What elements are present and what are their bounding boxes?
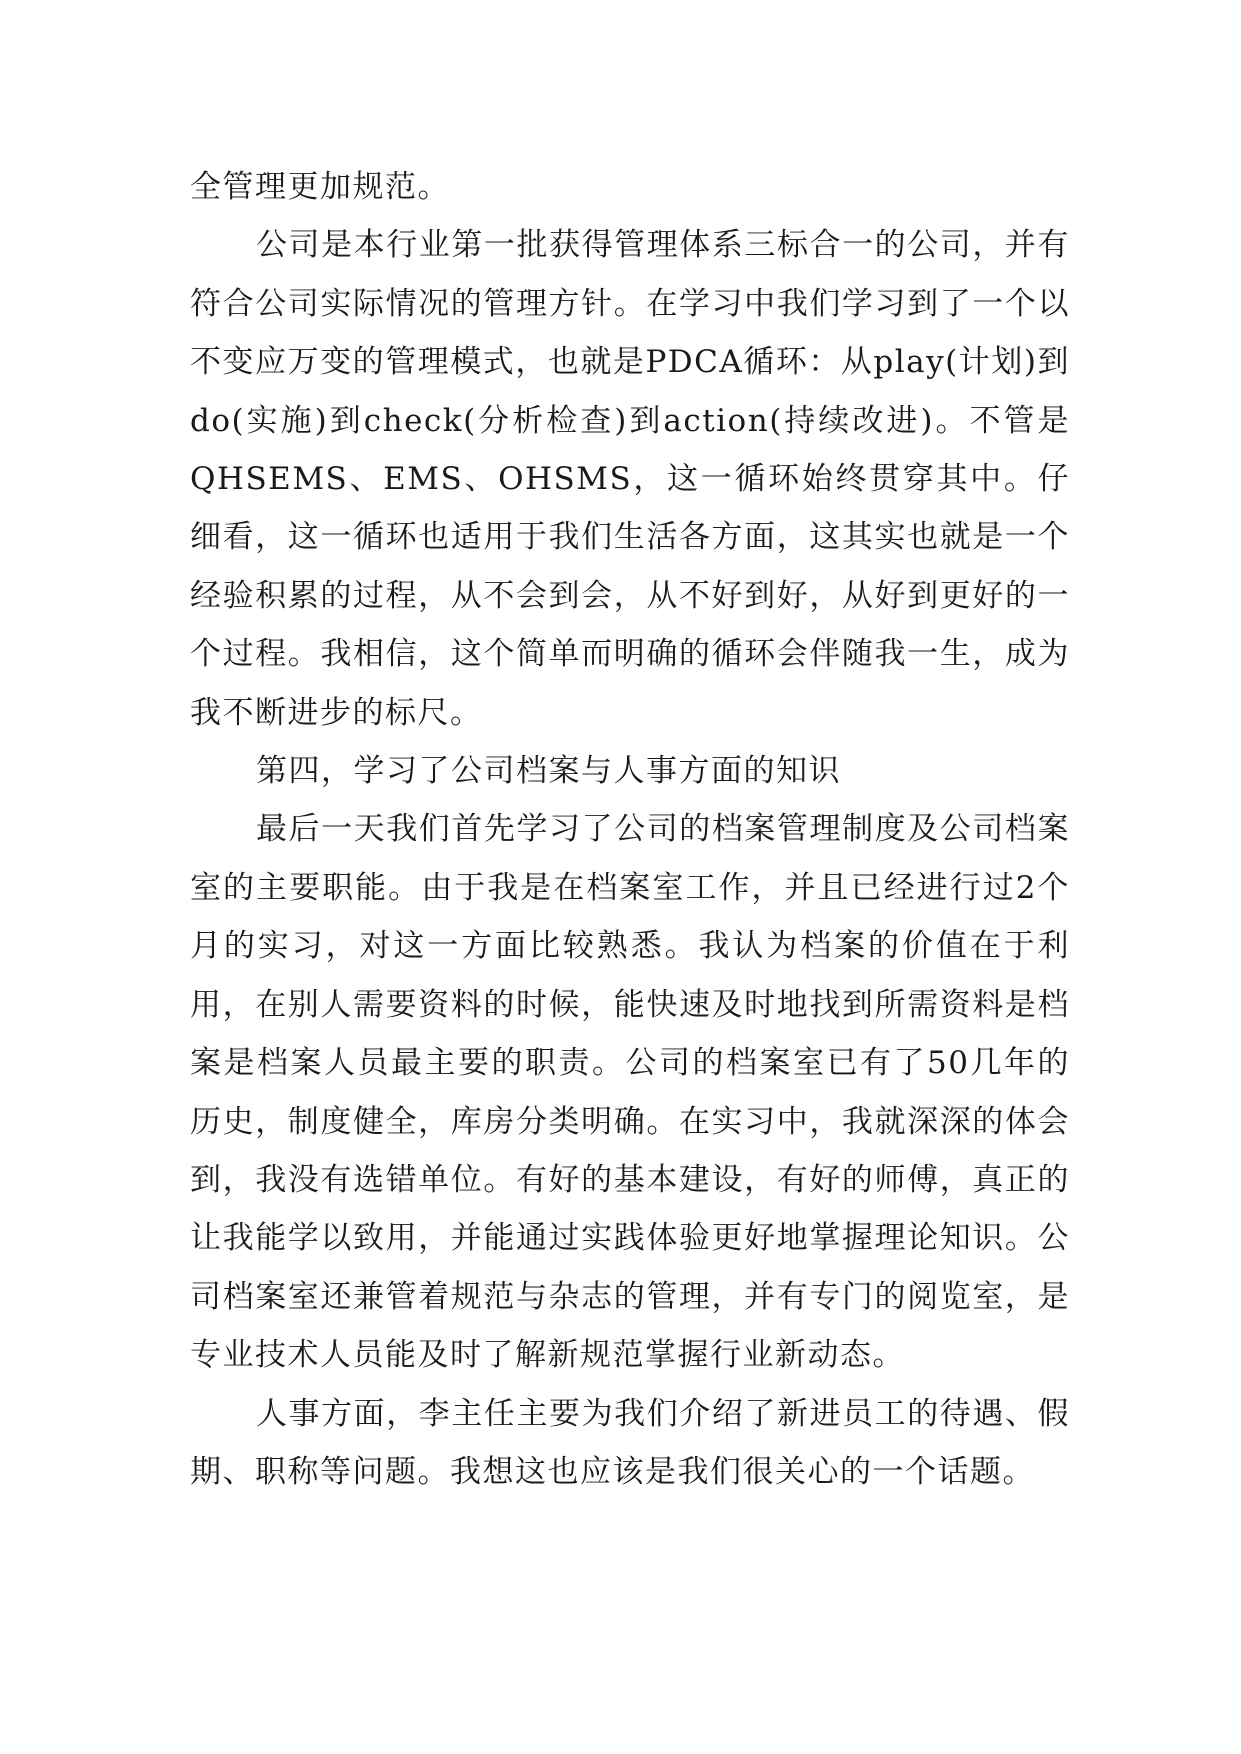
document-body (190, 158, 1070, 1501)
paragraph-management-system: 公司是本行业第一批获得管理体系三标合一的公司，并有符合公司实际情况的管理方针。在学习中我们学习到了一个以不变应万变的管理模式，也就是PDCA循环：从play(计划)到do(实施)到check(分析检查)到action(持续改进)。不管是QHSEMS、EMS、OHSMS，这一循环始终贯穿其中。仔细看，这一循环也适用于我们生活各方面，这其实也就是一个经验积累的过程，从不会到会，从不好到好，从好到更好的一个过程。我相信，这个简单而明确的循环会伴随我一生，成为我不断进步的标尺。 (190, 227, 1070, 731)
paragraph-hr: 人事方面，李主任主要为我们介绍了新进员工的待遇、假期、职称等问题。我想这也应该是我们很关心的一个话题。 (190, 1395, 1070, 1490)
paragraph-archives: 最后一天我们首先学习了公司的档案管理制度及公司档案室的主要职能。由于我是在档案室工作，并且已经进行过2个月的实习，对这一方面比较熟悉。我认为档案的价值在于利用，在别人需要资料的时候，能快速及时地找到所需资料是档案是档案人员最主要的职责。公司的档案室已有了50几年的历史，制度健全，库房分类明确。在实习中，我就深深的体会到，我没有选错单位。有好的基本建设，有好的师傅，真正的让我能学以致用，并能通过实践体验更好地掌握理论知识。公司档案室还兼管着规范与杂志的管理，并有专门的阅览室，是专业技术人员能及时了解新规范掌握行业新动态。 (190, 811, 1070, 1374)
section-heading-archives-hr: 第四，学习了公司档案与人事方面的知识 (256, 753, 841, 790)
paragraph-continuation: 全管理更加规范。 (190, 169, 450, 205)
